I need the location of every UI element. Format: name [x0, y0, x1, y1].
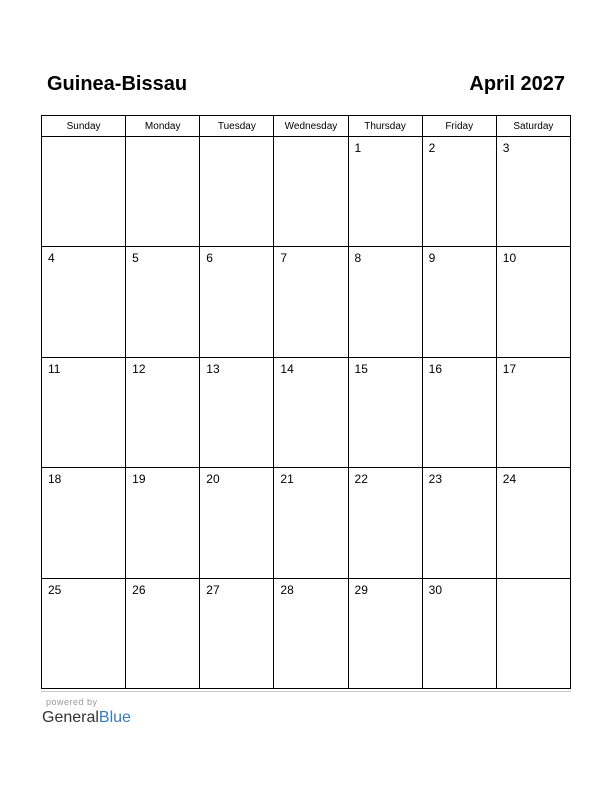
day-cell	[348, 247, 422, 357]
day-number: 1	[354, 141, 362, 155]
day-cell	[422, 357, 496, 467]
day-number: 20	[206, 472, 220, 487]
day-number: 5	[132, 251, 139, 266]
powered-by-label: powered by	[46, 697, 98, 707]
day-number	[497, 579, 570, 583]
weekday-saturday: Saturday	[496, 116, 570, 137]
day-cell	[496, 578, 570, 688]
day-cell	[126, 247, 200, 357]
day-number: 26	[132, 582, 146, 597]
day-number: 18	[48, 472, 62, 487]
day-number: 27	[206, 582, 220, 597]
day-cell	[496, 247, 570, 357]
day-number: 24	[502, 472, 517, 487]
day-cell	[348, 468, 422, 578]
day-number: 16	[428, 361, 443, 376]
week-row	[42, 137, 571, 247]
day-cell	[42, 578, 126, 688]
week-row	[42, 247, 571, 357]
day-number	[126, 137, 199, 141]
day-cell	[496, 357, 570, 467]
day-number: 17	[502, 361, 517, 376]
day-cell	[42, 247, 126, 357]
weekday-sunday: Sunday	[42, 116, 126, 137]
day-number: 11	[48, 361, 61, 376]
day-cell	[422, 578, 496, 688]
day-cell	[274, 357, 348, 467]
weekday-monday: Monday	[126, 116, 200, 137]
day-number: 10	[502, 251, 517, 266]
day-number: 28	[280, 582, 294, 597]
day-number: 6	[206, 251, 213, 266]
day-number: 13	[206, 361, 220, 376]
generalblue-logo[interactable]	[42, 708, 131, 728]
day-number: 23	[428, 472, 443, 487]
footer-divider	[41, 691, 571, 692]
day-number: 15	[354, 361, 368, 376]
day-cell	[348, 137, 422, 247]
weekday-wednesday: Wednesday	[274, 116, 348, 137]
day-number: 30	[428, 582, 443, 597]
weekday-thursday: Thursday	[348, 116, 422, 137]
day-cell	[422, 247, 496, 357]
day-cell	[126, 357, 200, 467]
week-row	[42, 578, 571, 688]
day-cell	[126, 578, 200, 688]
week-row	[42, 468, 571, 578]
day-cell	[200, 468, 274, 578]
day-number	[200, 137, 273, 141]
weekday-header-row	[42, 116, 571, 137]
day-cell	[42, 357, 126, 467]
weekday-tuesday: Tuesday	[200, 116, 274, 137]
day-number: 8	[354, 251, 362, 266]
day-cell	[274, 468, 348, 578]
day-number	[274, 137, 347, 141]
week-row	[42, 357, 571, 467]
day-number: 4	[48, 251, 55, 266]
day-cell	[422, 137, 496, 247]
day-cell	[496, 137, 570, 247]
day-cell	[42, 137, 126, 247]
day-number: 22	[354, 472, 368, 487]
day-number: 14	[280, 361, 294, 376]
day-cell	[42, 468, 126, 578]
country-title: Guinea-Bissau	[47, 73, 188, 95]
day-cell	[274, 247, 348, 357]
calendar-grid	[41, 115, 571, 689]
day-number: 7	[280, 251, 288, 266]
month-title: April 2027	[469, 73, 565, 95]
day-number	[42, 137, 125, 141]
day-cell	[200, 578, 274, 688]
day-number: 2	[428, 141, 436, 155]
day-number: 12	[132, 361, 146, 376]
day-number: 21	[280, 472, 294, 487]
day-cell	[274, 137, 348, 247]
day-number: 19	[132, 472, 146, 487]
day-cell	[348, 357, 422, 467]
day-number: 3	[502, 141, 510, 155]
brand-general-text: General	[42, 709, 99, 726]
day-cell	[348, 578, 422, 688]
day-number: 25	[48, 582, 62, 597]
day-cell	[200, 247, 274, 357]
day-cell	[422, 468, 496, 578]
brand-blue-text: Blue	[98, 709, 131, 726]
day-cell	[496, 468, 570, 578]
day-cell	[200, 357, 274, 467]
day-number: 29	[354, 582, 368, 597]
day-cell	[126, 468, 200, 578]
day-cell	[200, 137, 274, 247]
day-cell	[274, 578, 348, 688]
day-cell	[126, 137, 200, 247]
day-number: 9	[428, 251, 436, 266]
weekday-friday: Friday	[422, 116, 496, 137]
